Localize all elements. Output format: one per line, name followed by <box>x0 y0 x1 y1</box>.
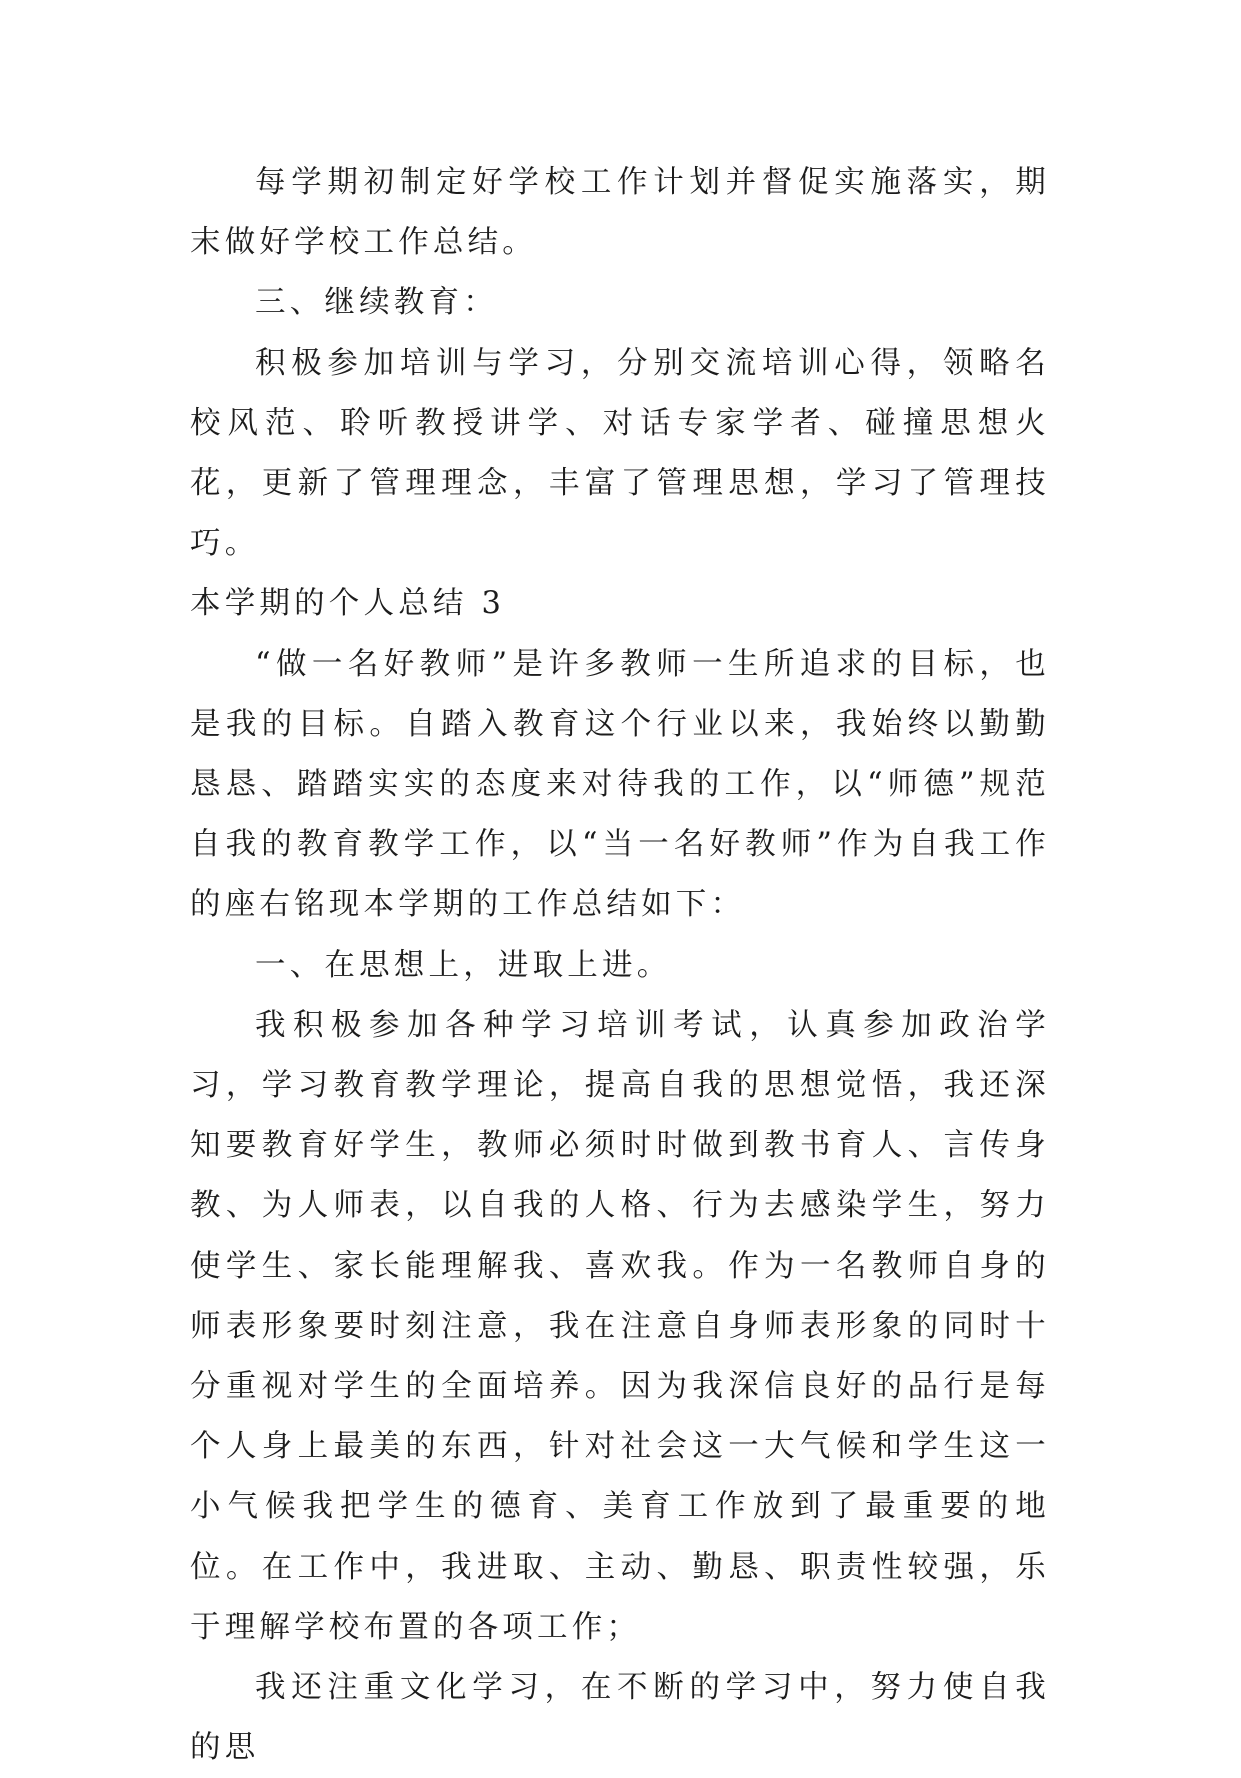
heading-continuing-education: 三、继续教育： <box>255 285 498 321</box>
document-body <box>190 153 1050 1778</box>
paragraph-training: 积极参加培训与学习，分别交流培训心得，领略名校风范、聆听教授讲学、对话专家学者、碰撞思想火花，更新了管理理念，丰富了管理思想，学习了管理技巧。 <box>190 345 1050 562</box>
paragraph-work-plan: 每学期初制定好学校工作计划并督促实施落实，期末做好学校工作总结。 <box>190 165 1050 261</box>
paragraph-good-teacher: “做一名好教师”是许多教师一生所追求的目标，也是我的目标。自踏入教育这个行业以来，我始终以勤勤恳恳、踏踏实实的态度来对待我的工作，以“师德”规范自我的教育教学工作，以“当一名好教师”作为自我工作的座右铭现本学期的工作总结如下： <box>190 646 1050 923</box>
paragraph-cultural-study: 我还注重文化学习，在不断的学习中，努力使自我的思 <box>190 1670 1050 1766</box>
section-title: 本学期的个人总结 3 <box>190 586 506 622</box>
paragraph-study-training: 我积极参加各种学习培训考试，认真参加政治学习，学习教育教学理论，提高自我的思想觉悟，我还深知要教育好学生，教师必须时时做到教书育人、言传身教、为人师表，以自我的人格、行为去感染学生，努力使学生、家长能理解我、喜欢我。作为一名教师自身的师表形象要时刻注意，我在注意自身师表形象的同时十分重视对学生的全面培养。因为我深信良好的品行是每个人身上最美的东西，针对社会这一大气候和学生这一小气候我把学生的德育、美育工作放到了最重要的地位。在工作中，我进取、主动、勤恳、职责性较强，乐于理解学校布置的各项工作； <box>190 1007 1050 1645</box>
heading-thought: 一、在思想上，进取上进。 <box>255 947 672 983</box>
